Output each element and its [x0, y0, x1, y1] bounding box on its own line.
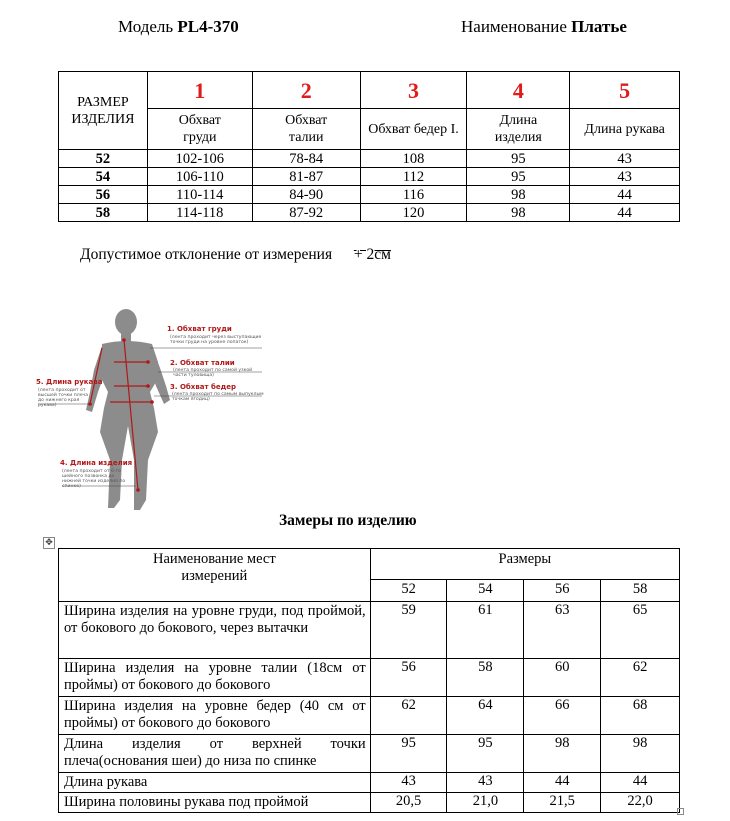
value-cell: 98	[601, 735, 680, 773]
table-row	[59, 168, 680, 186]
value-cell: 44	[570, 186, 680, 204]
value-cell: 106-110	[147, 168, 252, 186]
size-column-header: 52	[370, 580, 447, 602]
figure-note: (лента проходит по самым выпуклым точкам ягодиц)	[172, 392, 264, 402]
column-label: Обхват талии	[252, 109, 360, 150]
value-cell: 95	[447, 735, 524, 773]
sizes-header: Размеры	[370, 549, 679, 580]
table-row	[59, 204, 680, 222]
size-column-header: 56	[524, 580, 601, 602]
value-cell: 98	[524, 735, 601, 773]
table-row	[59, 773, 680, 793]
value-cell: 44	[601, 773, 680, 793]
column-number: 1	[147, 72, 252, 109]
column-label: Обхват бедер I.	[360, 109, 467, 150]
column-number: 2	[252, 72, 360, 109]
value-cell: 59	[370, 602, 447, 659]
column-label: Длина изделия	[467, 109, 570, 150]
value-cell: 95	[370, 735, 447, 773]
figure-note: (лента проходит от 6-го шейного позвонка до нижней точки изделия по спинке)	[62, 469, 126, 489]
column-number: 5	[570, 72, 680, 109]
measure-table-title: Замеры по изделию	[279, 512, 417, 529]
value-cell: 43	[570, 150, 680, 168]
value-cell: 43	[447, 773, 524, 793]
value-cell: 108	[360, 150, 467, 168]
value-cell: 116	[360, 186, 467, 204]
value-cell: 120	[360, 204, 467, 222]
measurement-figure	[30, 300, 270, 520]
size-cell: 52	[59, 150, 148, 168]
name-value: Платье	[571, 17, 627, 36]
column-number: 4	[467, 72, 570, 109]
model-label: Модель	[118, 17, 174, 36]
figure-note: (лента проходит по самой узкой части туловища)	[173, 368, 253, 378]
value-cell: 98	[467, 186, 570, 204]
value-cell: 65	[601, 602, 680, 659]
value-cell: 62	[370, 697, 447, 735]
value-cell: 43	[570, 168, 680, 186]
table-row	[59, 602, 680, 659]
value-cell: 68	[601, 697, 680, 735]
size-header: РАЗМЕР ИЗДЕЛИЯ	[59, 72, 148, 150]
measure-label: Длина изделия от верхней точки плеча(основания шеи) до низа по спинке	[59, 735, 371, 773]
measure-label: Ширина изделия на уровне груди, под проймой, от бокового до бокового, через вытачки	[59, 602, 371, 659]
column-label: Длина рукава	[570, 109, 680, 150]
value-cell: 44	[570, 204, 680, 222]
value-cell: 64	[447, 697, 524, 735]
name-header: Наименование мест измерений	[59, 549, 371, 602]
size-cell: 58	[59, 204, 148, 222]
column-number: 3	[360, 72, 467, 109]
figure-label: 5. Длина рукава	[36, 378, 103, 386]
figure-label: 1. Обхват груди	[167, 325, 232, 333]
tolerance-text: Допустимое отклонение от измерения	[80, 246, 333, 263]
figure-label: 4. Длина изделия	[60, 459, 133, 467]
figure-label: 3. Обхват бедер	[170, 383, 237, 391]
value-cell: 78-84	[252, 150, 360, 168]
tolerance-line	[80, 246, 391, 264]
value-cell: 114-118	[147, 204, 252, 222]
value-cell: 21,5	[524, 793, 601, 813]
table-row	[59, 186, 680, 204]
tolerance-value: + 2см	[353, 246, 391, 263]
value-cell: 95	[467, 150, 570, 168]
figure-label: 2. Обхват талии	[170, 359, 235, 367]
value-cell: 58	[447, 659, 524, 697]
value-cell: 62	[601, 659, 680, 697]
value-cell: 60	[524, 659, 601, 697]
value-cell: 63	[524, 602, 601, 659]
model-line	[118, 17, 239, 37]
value-cell: 21,0	[447, 793, 524, 813]
value-cell: 112	[360, 168, 467, 186]
figure-note: (лента проходит от высшей точки плеча до нижнего края рукава)	[38, 388, 89, 408]
name-line	[461, 17, 627, 37]
table-row	[59, 793, 680, 813]
value-cell: 95	[467, 168, 570, 186]
value-cell: 98	[467, 204, 570, 222]
value-cell: 44	[524, 773, 601, 793]
value-cell: 66	[524, 697, 601, 735]
value-cell: 22,0	[601, 793, 680, 813]
column-label: Обхват груди	[147, 109, 252, 150]
table-resize-handle[interactable]	[677, 808, 684, 815]
value-cell: 20,5	[370, 793, 447, 813]
value-cell: 102-106	[147, 150, 252, 168]
table-row	[59, 150, 680, 168]
table-row	[59, 659, 680, 697]
measure-label: Длина рукава	[59, 773, 371, 793]
model-value: PL4-370	[177, 17, 239, 36]
figure-note: (лента проходит через выступающие точки груди на уровне лопаток)	[170, 335, 262, 345]
value-cell: 61	[447, 602, 524, 659]
table-row	[59, 735, 680, 773]
measure-table	[58, 548, 680, 813]
name-label: Наименование	[461, 17, 567, 36]
size-column-header: 54	[447, 580, 524, 602]
value-cell: 43	[370, 773, 447, 793]
measure-label: Ширина изделия на уровне талии (18см от проймы) от бокового до бокового	[59, 659, 371, 697]
size-cell: 56	[59, 186, 148, 204]
table-move-icon[interactable]: ✥	[43, 537, 55, 549]
value-cell: 84-90	[252, 186, 360, 204]
value-cell: 87-92	[252, 204, 360, 222]
size-column-header: 58	[601, 580, 680, 602]
value-cell: 110-114	[147, 186, 252, 204]
measure-label: Ширина половины рукава под проймой	[59, 793, 371, 813]
size-cell: 54	[59, 168, 148, 186]
table-row	[59, 697, 680, 735]
value-cell: 81-87	[252, 168, 360, 186]
measure-label: Ширина изделия на уровне бедер (40 см от проймы) от бокового до бокового	[59, 697, 371, 735]
value-cell: 56	[370, 659, 447, 697]
size-table	[58, 71, 680, 222]
